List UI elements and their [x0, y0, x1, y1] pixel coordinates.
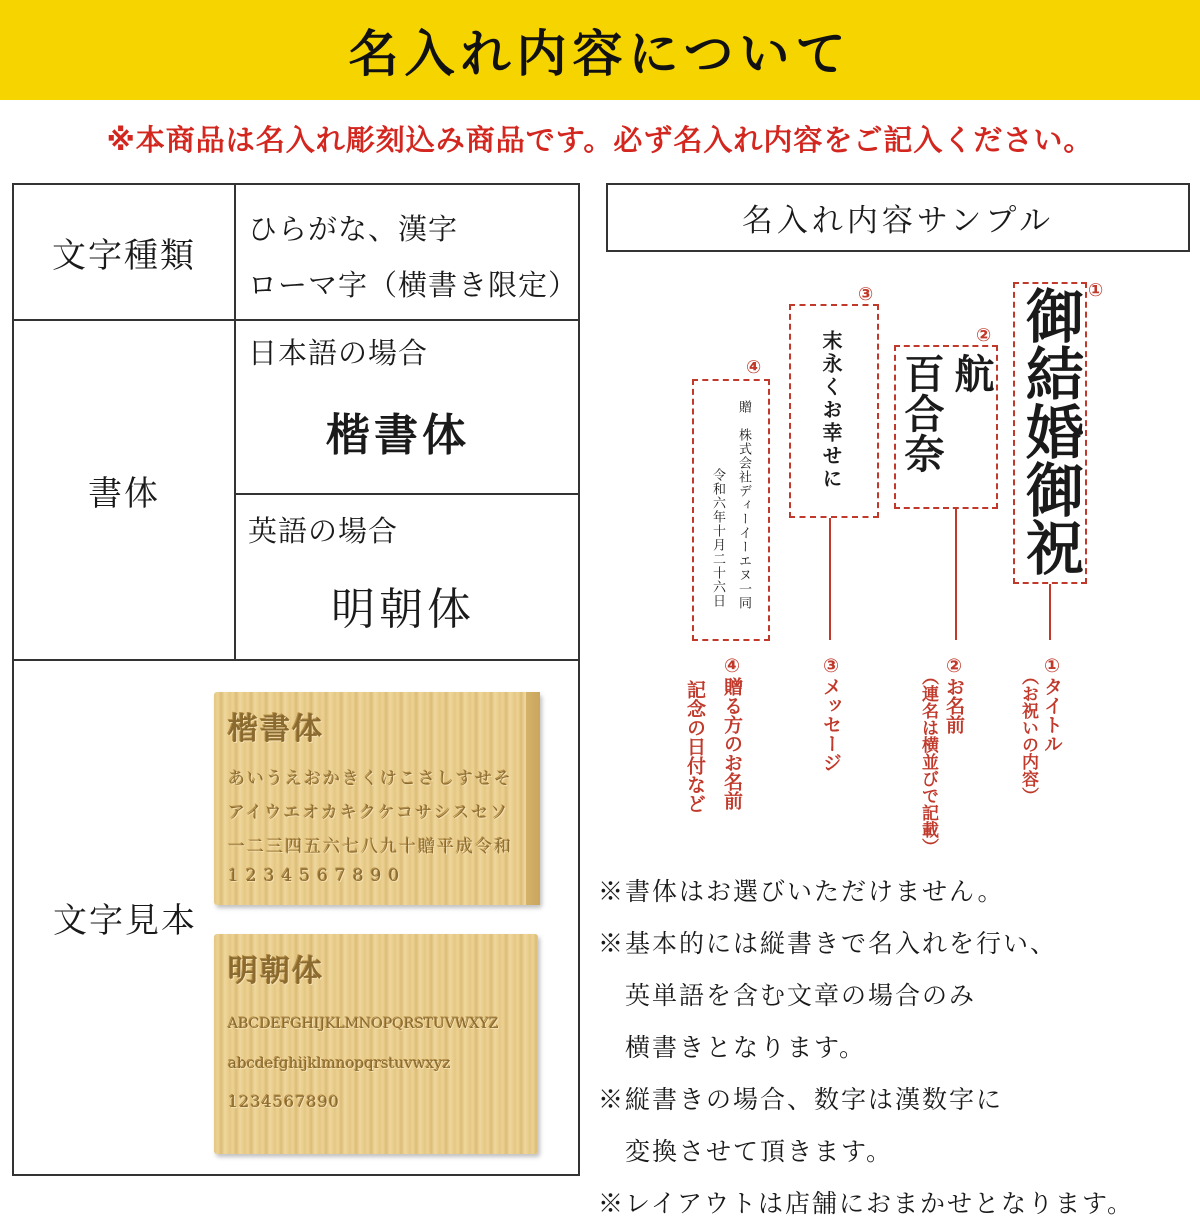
banner-title: 名入れ内容について: [348, 25, 852, 83]
label-giver-sub: 記念の日付など: [684, 680, 706, 813]
mincho-font-name: 明朝体: [331, 584, 475, 635]
label-names-main: ②お名前: [943, 655, 965, 734]
label-title-main: ①タイトル: [1041, 655, 1063, 753]
character-type-cell: [236, 185, 578, 321]
sample-message: 末永くお幸せに: [819, 330, 843, 491]
header-banner: [0, 0, 1200, 100]
japanese-case-label: 日本語の場合: [248, 336, 429, 370]
wood-edge: [526, 692, 540, 905]
character-type-label: 文字種類: [52, 235, 196, 276]
note-line: 変換させて頂きます。: [598, 1137, 894, 1166]
sample-name-2: 百合奈: [898, 353, 945, 473]
sample-title-text: 御結婚御祝: [1016, 286, 1084, 576]
sample-title-box: [606, 183, 1190, 252]
kaisho-sample-line: 一二三四五六七八九十贈平成令和: [228, 837, 513, 857]
giver-dashed-box: [692, 379, 770, 641]
marker-1: ①: [1088, 280, 1104, 301]
character-type-line-1: ひらがな、漢字: [248, 212, 459, 246]
header-typeface: [14, 321, 236, 661]
kaisho-font-name: 楷書体: [326, 410, 470, 461]
sample-date: 令和六年十月二十六日: [710, 468, 725, 608]
message-connector-line: [829, 518, 831, 640]
notes-list: [598, 866, 1198, 1230]
marker-3: ③: [858, 284, 874, 305]
marker-2: ②: [976, 325, 992, 346]
note-line: 英単語を含む文章の場合のみ: [598, 981, 977, 1010]
note-line: ※レイアウトは店舗におまかせとなります。: [598, 1189, 1135, 1218]
character-type-line-2: ローマ字（横書き限定）: [248, 268, 579, 302]
japanese-typeface-cell: [236, 321, 578, 495]
engraving-notice: ※本商品は名入れ彫刻込み商品です。必ず名入れ内容をご記入ください。: [106, 123, 1094, 157]
label-message-main: ③メッセージ: [820, 655, 842, 772]
english-typeface-cell: [236, 495, 578, 661]
label-names-sub: （連名は横並びで記載）: [918, 668, 938, 855]
character-sample-label: 文字見本: [53, 901, 197, 941]
sample-title: 名入れ内容サンプル: [741, 203, 1055, 239]
kaisho-wood-sample: [214, 692, 540, 905]
title-connector-line: [1049, 584, 1051, 640]
header-character-type: [14, 185, 236, 321]
note-line: 横書きとなります。: [598, 1033, 867, 1062]
label-giver-main: ④贈る方のお名前: [721, 655, 743, 810]
mincho-sample-line: 1234567890: [228, 1092, 340, 1111]
label-title-sub: （お祝いの内容）: [1018, 668, 1038, 804]
kaisho-sample-line: 1234567890: [228, 866, 407, 886]
sample-name-1: 航: [948, 353, 995, 393]
note-line: ※縦書きの場合、数字は漢数字に: [598, 1085, 1004, 1114]
header-character-sample: [14, 661, 236, 1174]
kaisho-sample-line: あいうえおかきくけこさしすせそ: [228, 769, 513, 789]
kaisho-sample-line: アイウエオカキクケコサシスセソ: [228, 803, 510, 823]
note-line: ※書体はお選びいただけません。: [598, 877, 1005, 906]
note-line: ※基本的には縦書きで名入れを行い、: [598, 929, 1058, 958]
spec-table: [12, 183, 580, 1176]
mincho-sample-title: 明朝体: [228, 954, 324, 989]
mincho-sample-line: ABCDEFGHIJKLMNOPQRSTUVWXYZ: [228, 1016, 499, 1032]
names-connector-line: [955, 509, 957, 640]
marker-4: ④: [746, 357, 762, 378]
mincho-sample-line: abcdefghijklmnopqrstuvwxyz: [228, 1054, 451, 1072]
sample-giver-name: 贈 株式会社ディーイーエヌ一同: [736, 400, 751, 610]
mincho-wood-sample: [214, 934, 538, 1154]
typeface-label: 書体: [88, 473, 160, 514]
kaisho-sample-title: 楷書体: [228, 712, 324, 747]
english-case-label: 英語の場合: [248, 514, 399, 548]
